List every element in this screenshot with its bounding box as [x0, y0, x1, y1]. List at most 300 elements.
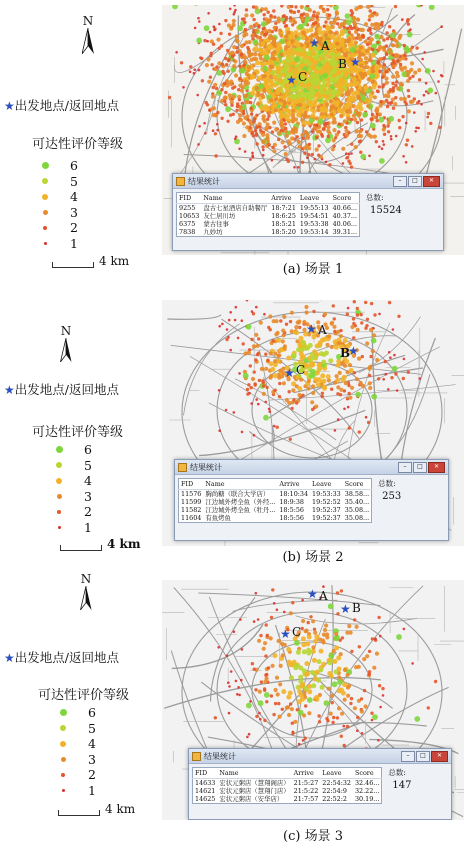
poi-dot — [423, 51, 426, 54]
poi-dot — [315, 136, 318, 139]
poi-dot — [387, 388, 390, 391]
poi-dot — [267, 326, 270, 329]
poi-dot — [377, 377, 380, 380]
origin-legend: ★出发地点/返回地点 — [4, 650, 119, 665]
poi-dot — [314, 158, 317, 161]
window-titlebar[interactable]: 结果统计 – □ ✕ — [175, 460, 448, 475]
poi-dot — [326, 8, 329, 11]
poi-dot — [415, 127, 418, 130]
poi-dot — [260, 31, 264, 35]
poi-dot — [273, 602, 276, 605]
poi-dot — [361, 53, 365, 57]
poi-dot — [276, 354, 280, 358]
poi-dot — [360, 313, 363, 316]
poi-dot — [244, 93, 248, 97]
poi-dot — [396, 634, 402, 640]
poi-dot — [238, 372, 241, 375]
poi-dot — [284, 92, 289, 97]
poi-dot — [307, 697, 313, 703]
poi-dot — [392, 107, 395, 110]
results-table[interactable] — [192, 767, 382, 804]
close-button[interactable]: ✕ — [431, 751, 448, 762]
poi-dot — [340, 589, 343, 592]
col-fid[interactable]: FID — [177, 193, 202, 204]
poi-dot — [274, 128, 278, 132]
poi-dot — [224, 19, 227, 22]
poi-dot — [228, 712, 231, 715]
poi-dot — [330, 321, 334, 325]
poi-dot — [389, 102, 392, 105]
poi-dot — [264, 55, 270, 61]
poi-dot — [353, 706, 357, 710]
poi-dot — [368, 155, 371, 158]
poi-dot — [406, 79, 410, 83]
poi-dot — [437, 80, 440, 83]
poi-dot — [341, 79, 346, 84]
poi-dot — [268, 408, 271, 411]
poi-dot — [278, 28, 282, 32]
poi-dot — [243, 56, 247, 60]
poi-dot — [285, 323, 288, 326]
poi-dot — [288, 691, 293, 696]
poi-dot — [397, 315, 400, 318]
poi-dot — [377, 47, 381, 51]
poi-dot — [293, 166, 296, 169]
poi-dot — [298, 693, 303, 698]
poi-dot — [297, 386, 302, 391]
poi-dot — [291, 61, 296, 66]
poi-dot — [344, 126, 347, 129]
col-arrive[interactable]: Arrive — [292, 768, 321, 779]
poi-dot — [254, 129, 257, 132]
poi-dot — [258, 712, 261, 715]
results-table[interactable] — [176, 192, 360, 237]
close-button[interactable]: ✕ — [423, 176, 440, 187]
col-fid[interactable]: FID — [179, 479, 204, 490]
poi-dot — [358, 645, 361, 648]
poi-dot — [353, 618, 356, 621]
poi-dot — [343, 725, 346, 728]
poi-dot — [324, 700, 330, 706]
poi-dot — [365, 130, 368, 133]
poi-dot — [384, 360, 387, 363]
poi-dot — [317, 362, 322, 367]
col-name[interactable]: Name — [217, 768, 291, 779]
level-dot-icon — [42, 162, 49, 169]
poi-dot — [370, 23, 374, 27]
poi-dot — [294, 330, 299, 335]
poi-dot — [340, 43, 345, 48]
poi-dot — [352, 16, 356, 20]
poi-dot — [301, 113, 305, 117]
poi-dot — [221, 63, 224, 66]
poi-dot — [339, 329, 342, 332]
minimize-button[interactable]: – — [401, 751, 415, 762]
star-icon: ★ — [309, 36, 320, 50]
col-leave[interactable]: Leave — [320, 768, 353, 779]
poi-dot — [223, 100, 226, 103]
poi-dot — [318, 720, 321, 723]
results-window[interactable] — [174, 459, 449, 541]
poi-dot — [258, 700, 264, 706]
poi-dot — [293, 720, 297, 724]
poi-dot — [313, 10, 316, 13]
poi-dot — [291, 115, 295, 119]
poi-dot — [348, 82, 353, 87]
poi-dot — [287, 51, 292, 56]
table-row[interactable]: 11604 有鱼烤鱼 18:5:56 19:52:37 35.08... — [181, 514, 370, 522]
poi-dot — [415, 46, 418, 49]
marker-label-a: A — [318, 323, 327, 337]
results-window[interactable] — [188, 748, 452, 820]
table-row[interactable]: 11576 胸尚糖（联合大学店） 18:10:34 19:53:33 38.58... — [181, 490, 370, 498]
poi-dot — [371, 338, 377, 344]
poi-dot — [352, 20, 356, 24]
poi-dot — [357, 5, 361, 9]
poi-dot — [270, 65, 274, 69]
poi-dot — [389, 51, 393, 55]
poi-dot — [272, 149, 276, 153]
table-row[interactable]: 6375 蒙古往事 18:5:21 19:53:38 40.06... — [179, 220, 357, 228]
level-dot-icon — [43, 210, 48, 215]
poi-dot — [365, 416, 368, 419]
poi-dot — [407, 95, 410, 98]
poi-dot — [203, 39, 206, 42]
close-button[interactable]: ✕ — [428, 462, 445, 473]
poi-dot — [267, 114, 270, 117]
results-window[interactable] — [172, 173, 444, 251]
poi-dot — [368, 18, 371, 21]
legend — [0, 290, 165, 572]
poi-dot — [266, 634, 269, 637]
poi-dot — [261, 21, 267, 27]
poi-dot — [290, 407, 293, 410]
poi-dot — [348, 392, 351, 395]
level-item-6: 6 — [38, 158, 118, 174]
poi-dot — [403, 358, 406, 361]
poi-dot — [411, 145, 414, 148]
poi-dot — [418, 100, 421, 103]
window-titlebar[interactable]: 结果统计 – □ ✕ — [173, 174, 443, 189]
poi-dot — [246, 115, 250, 119]
poi-dot — [279, 53, 283, 57]
poi-dot — [335, 42, 339, 46]
poi-dot — [369, 355, 372, 358]
poi-dot — [375, 358, 379, 362]
col-arrive[interactable]: Arrive — [269, 193, 298, 204]
poi-dot — [212, 106, 216, 110]
poi-dot — [355, 81, 360, 86]
poi-dot — [269, 636, 273, 640]
poi-dot — [276, 426, 279, 429]
poi-dot — [359, 106, 364, 111]
poi-dot — [307, 635, 312, 640]
poi-dot — [217, 61, 221, 65]
maximize-button[interactable]: □ — [413, 462, 427, 473]
poi-dot — [357, 113, 361, 117]
poi-dot — [267, 666, 270, 669]
poi-dot — [371, 719, 374, 722]
poi-dot — [275, 90, 280, 95]
level-dot-icon — [60, 709, 67, 716]
window-titlebar[interactable]: 结果统计 – □ ✕ — [189, 749, 451, 764]
poi-dot — [298, 103, 302, 107]
poi-dot — [228, 685, 231, 688]
poi-dot — [336, 716, 339, 719]
col-leave[interactable]: Leave — [310, 479, 343, 490]
poi-dot — [318, 30, 323, 35]
col-score[interactable]: Score — [331, 193, 360, 204]
poi-dot — [399, 82, 403, 86]
poi-dot — [276, 338, 281, 343]
poi-dot — [235, 35, 239, 39]
poi-dot — [322, 73, 328, 79]
poi-dot — [279, 34, 283, 38]
maximize-button[interactable]: □ — [416, 751, 430, 762]
level-item-3: 3 — [52, 489, 132, 505]
poi-dot — [364, 327, 367, 330]
poi-dot — [382, 38, 385, 41]
poi-dot — [345, 109, 349, 113]
poi-dot — [287, 97, 292, 102]
poi-dot — [283, 611, 286, 614]
poi-dot — [365, 49, 369, 53]
poi-dot — [247, 65, 251, 69]
poi-dot — [277, 19, 281, 23]
poi-dot — [396, 54, 400, 58]
poi-dot — [306, 648, 311, 653]
poi-dot — [255, 86, 259, 90]
poi-dot — [332, 304, 335, 307]
poi-dot — [332, 649, 336, 653]
poi-dot — [243, 21, 246, 24]
poi-dot — [315, 124, 318, 127]
poi-dot — [311, 17, 315, 21]
col-name[interactable]: Name — [201, 193, 269, 204]
poi-dot — [372, 333, 376, 337]
poi-dot — [299, 378, 303, 382]
poi-dot — [352, 317, 355, 320]
level-dot-icon — [57, 494, 62, 499]
poi-dot — [338, 371, 342, 375]
poi-dot — [269, 14, 272, 17]
results-table[interactable] — [178, 478, 372, 523]
poi-dot — [350, 118, 353, 121]
col-name[interactable]: Name — [203, 479, 277, 490]
poi-dot — [340, 29, 345, 34]
minimize-button[interactable]: – — [393, 176, 407, 187]
table-row[interactable]: 9255 盘古七星酒店自助餐厅 18:7:21 19:55:13 40.66... — [179, 204, 357, 212]
poi-dot — [263, 415, 269, 421]
poi-dot — [322, 379, 327, 384]
poi-dot — [350, 697, 353, 700]
col-leave[interactable]: Leave — [298, 193, 331, 204]
poi-dot — [265, 700, 268, 703]
star-icon: ★ — [307, 587, 318, 601]
poi-dot — [336, 591, 339, 594]
poi-dot — [328, 603, 334, 609]
poi-dot — [373, 95, 377, 99]
poi-dot — [337, 87, 342, 92]
poi-dot — [274, 702, 277, 705]
poi-dot — [225, 106, 231, 112]
poi-dot — [331, 701, 334, 704]
poi-dot — [285, 116, 290, 121]
poi-dot — [307, 153, 310, 156]
poi-dot — [341, 636, 344, 639]
poi-dot — [340, 712, 344, 716]
poi-dot — [360, 154, 366, 160]
poi-dot — [281, 653, 285, 657]
poi-dot — [255, 60, 260, 65]
poi-dot — [193, 72, 196, 75]
poi-dot — [336, 71, 341, 76]
poi-dot — [217, 646, 220, 649]
poi-dot — [307, 689, 312, 694]
poi-dot — [303, 152, 306, 155]
poi-dot — [321, 135, 324, 138]
poi-dot — [228, 319, 231, 322]
poi-dot — [196, 38, 202, 44]
poi-dot — [325, 343, 329, 347]
poi-dot — [257, 25, 260, 28]
poi-dot — [383, 63, 386, 66]
poi-dot — [397, 36, 401, 40]
poi-dot — [263, 104, 268, 109]
poi-dot — [339, 393, 342, 396]
level-item-1: 1 — [56, 783, 136, 799]
marker-label-b: B — [352, 601, 361, 615]
level-dot-icon — [43, 226, 47, 230]
poi-dot — [231, 95, 235, 99]
poi-dot — [410, 100, 414, 104]
poi-dot — [426, 116, 429, 119]
poi-dot — [229, 8, 232, 11]
col-arrive[interactable]: Arrive — [277, 479, 310, 490]
poi-dot — [315, 670, 320, 675]
poi-dot — [376, 119, 379, 122]
maximize-button[interactable]: □ — [408, 176, 422, 187]
poi-dot — [198, 20, 201, 23]
poi-dot — [356, 313, 359, 316]
poi-dot — [357, 134, 361, 138]
table-row[interactable]: 14621 宏状元粥店（慧翔门店） 21:5:22 22:54:9 32.22... — [195, 787, 380, 795]
level-item-2: 2 — [52, 504, 132, 520]
table-row[interactable]: 11599 江边城外烤全鱼（外经... 18:9:38 19:52:52 35.40... — [181, 498, 370, 506]
poi-dot — [331, 93, 336, 98]
poi-dot — [390, 62, 393, 65]
poi-dot — [194, 27, 197, 30]
col-score[interactable]: Score — [343, 479, 372, 490]
poi-dot — [249, 700, 252, 703]
poi-dot — [250, 386, 253, 389]
poi-dot — [274, 108, 278, 112]
level-dot-icon — [56, 446, 63, 453]
poi-dot — [334, 429, 337, 432]
minimize-button[interactable]: – — [398, 462, 412, 473]
poi-dot — [300, 97, 305, 102]
poi-dot — [404, 48, 410, 54]
star-icon: ★ — [4, 383, 15, 397]
col-score[interactable]: Score — [353, 768, 382, 779]
poi-dot — [250, 13, 254, 17]
poi-dot — [427, 88, 433, 94]
poi-dot — [233, 411, 236, 414]
poi-dot — [403, 66, 407, 70]
table-row[interactable]: 14625 宏状元粥店（安华店） 21:7:57 22:52:2 30.19... — [195, 795, 380, 803]
poi-dot — [305, 642, 310, 647]
poi-dot — [274, 97, 278, 101]
table-row[interactable]: 7838 九妙坊 18:5:20 19:53:14 39.31... — [179, 228, 357, 236]
poi-dot — [168, 96, 171, 99]
poi-dot — [250, 74, 255, 79]
poi-dot — [233, 85, 236, 88]
poi-dot — [278, 78, 283, 83]
poi-dot — [208, 109, 211, 112]
poi-dot — [261, 95, 265, 99]
poi-dot — [264, 81, 269, 86]
poi-dot — [272, 319, 276, 323]
poi-dot — [322, 9, 326, 13]
poi-dot — [298, 145, 302, 149]
poi-dot — [370, 91, 374, 95]
poi-dot — [327, 334, 331, 338]
table-row[interactable]: 11582 江边城外烤全鱼（牡丹... 18:5:56 19:52:37 35.08... — [181, 506, 370, 514]
panel-scenario-1 — [0, 0, 469, 285]
poi-dot — [383, 56, 386, 59]
poi-dot — [283, 101, 287, 105]
poi-dot — [223, 95, 227, 99]
poi-dot — [356, 716, 359, 719]
poi-dot — [345, 152, 348, 155]
poi-dot — [265, 386, 268, 389]
poi-dot — [264, 353, 267, 356]
poi-dot — [272, 40, 276, 44]
poi-dot — [345, 13, 351, 19]
poi-dot — [279, 98, 283, 102]
poi-dot — [235, 306, 238, 309]
poi-dot — [317, 144, 320, 147]
table-row[interactable]: 10653 友仁居川坊 18:6:25 19:54:51 40.37... — [179, 212, 357, 220]
table-row[interactable]: 14633 宏状元粥店（慧翔阁店） 21:5:27 22:54:32 32.46... — [195, 779, 380, 787]
poi-dot — [323, 628, 327, 632]
col-fid[interactable]: FID — [193, 768, 218, 779]
poi-dot — [227, 23, 231, 27]
poi-dot — [382, 694, 385, 697]
poi-dot — [277, 131, 281, 135]
poi-dot — [338, 122, 341, 125]
poi-dot — [290, 329, 294, 333]
poi-dot — [254, 34, 257, 37]
poi-dot — [327, 687, 331, 691]
poi-dot — [354, 145, 358, 149]
poi-dot — [300, 133, 304, 137]
poi-dot — [372, 714, 378, 720]
poi-dot — [343, 119, 347, 123]
poi-dot — [274, 332, 278, 336]
poi-dot — [369, 32, 372, 35]
poi-dot — [253, 620, 256, 623]
level-item-3: 3 — [56, 752, 136, 768]
poi-dot — [379, 104, 383, 108]
poi-dot — [307, 386, 311, 390]
poi-dot — [239, 118, 243, 122]
poi-dot — [234, 9, 237, 12]
poi-dot — [254, 22, 258, 26]
poi-dot — [346, 27, 349, 30]
poi-dot — [284, 152, 288, 156]
level-dot-icon — [56, 462, 62, 468]
